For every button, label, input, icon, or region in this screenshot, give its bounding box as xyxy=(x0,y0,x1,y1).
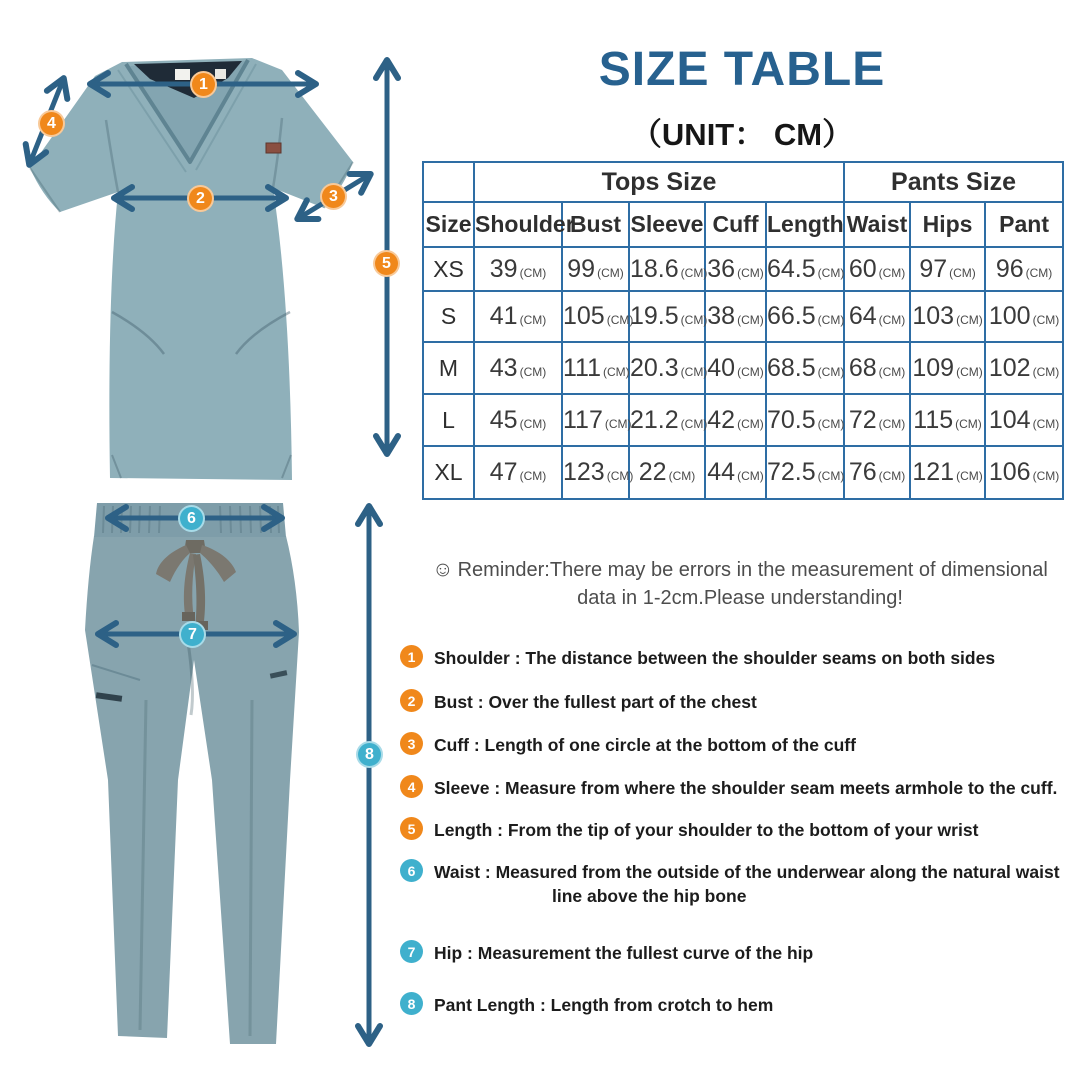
table-cell: 38 (CM) xyxy=(705,291,766,342)
table-cell: 105 (CM) xyxy=(562,291,629,342)
column-header-size: Size xyxy=(423,202,474,247)
legend-item-hip xyxy=(400,941,813,965)
garment-illustration xyxy=(0,0,440,1080)
table-cell: 121 (CM) xyxy=(910,446,985,499)
collar-tag xyxy=(175,69,190,80)
column-header-sleeve: Sleeve xyxy=(629,202,705,247)
pants-size-group-header: Pants Size xyxy=(844,162,1063,202)
legend-text: Cuff : Length of one circle at the bottom of the cuff xyxy=(434,735,856,755)
reminder-line2: data in 1-2cm.Please understanding! xyxy=(577,587,903,609)
scrub-pants-image xyxy=(85,503,299,1044)
table-cell: 36 (CM) xyxy=(705,247,766,291)
legend-text: Waist : Measured from the outside of the underwear along the natural waist line above the hip bone xyxy=(434,862,1060,906)
marker-badge-bust: 2 xyxy=(187,185,214,212)
table-cell: 115 (CM) xyxy=(910,394,985,446)
reminder-line1: ☺ Reminder:There may be errors in the measurement of dimensional xyxy=(432,558,1048,581)
table-cell: 66.5 (CM) xyxy=(766,291,844,342)
size-table xyxy=(422,161,1062,500)
empty-corner-cell xyxy=(423,162,474,202)
legend-item-cuff xyxy=(400,733,856,757)
table-group-header-row xyxy=(423,162,1063,202)
page-title: SIZE TABLE xyxy=(598,43,886,96)
marker-badge-shoulder: 1 xyxy=(190,71,217,98)
table-row-m xyxy=(423,342,1063,394)
table-cell: 47 (CM) xyxy=(474,446,562,499)
title-block xyxy=(422,42,1062,154)
legend-item-sleeve xyxy=(400,776,1057,800)
table-cell: 40 (CM) xyxy=(705,342,766,394)
table-row-l xyxy=(423,394,1063,446)
legend-number-badge: 5 xyxy=(400,817,423,840)
legend-text: Length : From the tip of your shoulder to the bottom of your wrist xyxy=(434,820,979,840)
marker-badge-cuff: 3 xyxy=(320,183,347,210)
scrub-top-image xyxy=(30,58,353,480)
column-header-cuff: Cuff xyxy=(705,202,766,247)
column-header-pant: Pant xyxy=(985,202,1063,247)
size-cell: XS xyxy=(423,247,474,291)
legend-number-badge: 3 xyxy=(400,732,423,755)
column-header-bust: Bust xyxy=(562,202,629,247)
table-row-s xyxy=(423,291,1063,342)
legend-item-shoulder xyxy=(400,646,995,670)
column-header-waist: Waist xyxy=(844,202,910,247)
table-cell: 21.2 (CM) xyxy=(629,394,705,446)
legend-text: Sleeve : Measure from where the shoulder seam meets armhole to the cuff. xyxy=(434,778,1058,798)
marker-badge-hip: 7 xyxy=(179,621,206,648)
column-header-shoulder: Shoulder xyxy=(474,202,562,247)
table-cell: 64 (CM) xyxy=(844,291,910,342)
legend-text: Hip : Measurement the fullest curve of the hip xyxy=(434,943,814,963)
table-cell: 76 (CM) xyxy=(844,446,910,499)
table-cell: 18.6 (CM) xyxy=(629,247,705,291)
table-cell: 42 (CM) xyxy=(705,394,766,446)
table-cell: 19.5 (CM) xyxy=(629,291,705,342)
legend-item-pant-length xyxy=(400,993,773,1017)
size-cell: M xyxy=(423,342,474,394)
table-cell: 41 (CM) xyxy=(474,291,562,342)
reminder-note xyxy=(410,556,1070,612)
marker-badge-sleeve: 4 xyxy=(38,110,65,137)
tops-size-group-header: Tops Size xyxy=(474,162,844,202)
table-cell: 64.5 (CM) xyxy=(766,247,844,291)
legend-item-waist xyxy=(400,860,1080,908)
table-cell: 68 (CM) xyxy=(844,342,910,394)
chest-brand-tag xyxy=(266,143,281,153)
table-row-xl xyxy=(423,446,1063,499)
table-cell: 102 (CM) xyxy=(985,342,1063,394)
table-cell: 100 (CM) xyxy=(985,291,1063,342)
table-cell: 97 (CM) xyxy=(910,247,985,291)
table-cell: 43 (CM) xyxy=(474,342,562,394)
legend-text: Pant Length : Length from crotch to hem xyxy=(434,995,774,1015)
table-cell: 109 (CM) xyxy=(910,342,985,394)
table-cell: 20.3 (CM) xyxy=(629,342,705,394)
size-cell: S xyxy=(423,291,474,342)
legend-text: Shoulder : The distance between the shoulder seams on both sides xyxy=(434,648,996,668)
table-cell: 60 (CM) xyxy=(844,247,910,291)
table-cell: 117 (CM) xyxy=(562,394,629,446)
unit-subtitle: （UNIT： CM） xyxy=(630,117,854,152)
table-cell: 44 (CM) xyxy=(705,446,766,499)
legend-number-badge: 4 xyxy=(400,775,423,798)
table-column-header-row xyxy=(423,202,1063,247)
table-cell: 104 (CM) xyxy=(985,394,1063,446)
size-cell: XL xyxy=(423,446,474,499)
table-cell: 72 (CM) xyxy=(844,394,910,446)
smiley-icon: ☺ xyxy=(432,558,454,581)
column-header-hips: Hips xyxy=(910,202,985,247)
legend-item-length xyxy=(400,818,978,842)
table-cell: 103 (CM) xyxy=(910,291,985,342)
table-cell: 99 (CM) xyxy=(562,247,629,291)
table-row-xs xyxy=(423,247,1063,291)
table-cell: 96 (CM) xyxy=(985,247,1063,291)
legend-number-badge: 6 xyxy=(400,859,423,882)
marker-badge-length: 5 xyxy=(373,250,400,277)
table-cell: 39 (CM) xyxy=(474,247,562,291)
table-cell: 68.5 (CM) xyxy=(766,342,844,394)
marker-badge-pant-length: 8 xyxy=(356,741,383,768)
table-cell: 111 (CM) xyxy=(562,342,629,394)
legend-text: Bust : Over the fullest part of the chest xyxy=(434,692,757,712)
table-cell: 70.5 (CM) xyxy=(766,394,844,446)
table-cell: 45 (CM) xyxy=(474,394,562,446)
table-cell: 72.5 (CM) xyxy=(766,446,844,499)
legend-number-badge: 8 xyxy=(400,992,423,1015)
table-cell: 123 (CM) xyxy=(562,446,629,499)
legend-number-badge: 7 xyxy=(400,940,423,963)
table-cell: 22 (CM) xyxy=(629,446,705,499)
collar-tag xyxy=(215,69,226,79)
column-header-length: Length xyxy=(766,202,844,247)
legend-number-badge: 1 xyxy=(400,645,423,668)
legend-number-badge: 2 xyxy=(400,689,423,712)
marker-badge-waist: 6 xyxy=(178,505,205,532)
legend-item-bust xyxy=(400,690,757,714)
table-cell: 106 (CM) xyxy=(985,446,1063,499)
size-cell: L xyxy=(423,394,474,446)
